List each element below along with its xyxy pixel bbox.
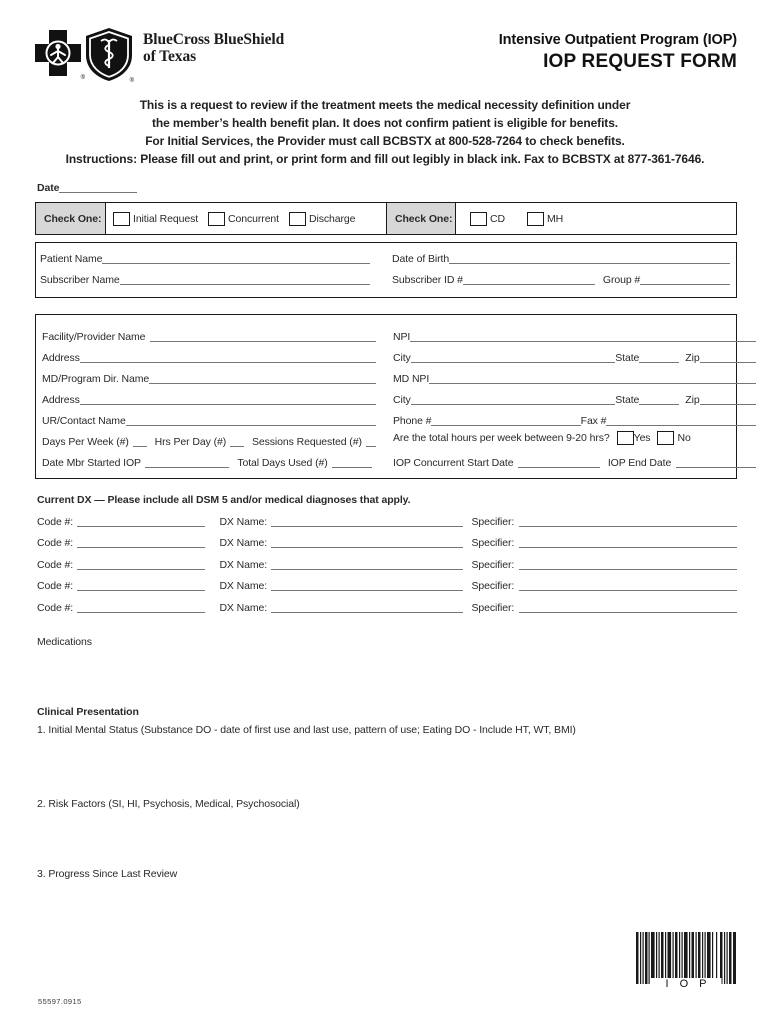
dx-name-field[interactable] xyxy=(271,579,463,591)
check-one-label: Check One: xyxy=(395,212,453,225)
md-address-field[interactable] xyxy=(80,393,376,405)
page-title: IOP REQUEST FORM xyxy=(543,51,737,72)
date-field[interactable] xyxy=(59,181,137,193)
yes-label: Yes xyxy=(633,431,651,444)
facility-address-row xyxy=(42,343,376,364)
dx-specifier-field[interactable] xyxy=(519,515,737,527)
dob-row xyxy=(392,252,730,265)
check-one-label: Check One: xyxy=(44,212,102,225)
discharge-option xyxy=(289,212,355,226)
cd-checkbox[interactable] xyxy=(470,212,487,226)
registered-mark: ® xyxy=(129,78,134,84)
brand xyxy=(33,28,284,88)
patient-name-field[interactable] xyxy=(102,252,370,264)
form-number: 55597.0915 xyxy=(38,997,82,1006)
days-hours-row xyxy=(42,427,376,448)
address-label: Address xyxy=(42,394,80,406)
date-mbr-started-label: Date Mbr Started IOP xyxy=(42,457,141,469)
dx-specifier-field[interactable] xyxy=(519,579,737,591)
city-state-zip-row xyxy=(393,343,756,364)
dx-row-3 xyxy=(37,549,737,571)
dx-name-label: DX Name: xyxy=(219,601,268,614)
md-npi-row xyxy=(393,364,756,385)
hours-question-row xyxy=(393,427,756,448)
cd-label: CD xyxy=(490,212,505,225)
facility-name-row xyxy=(42,322,376,343)
blueshield-logo-icon xyxy=(86,28,132,86)
hours-no-checkbox[interactable] xyxy=(657,431,674,445)
days-per-week-field[interactable] xyxy=(133,435,147,447)
hrs-per-day-field[interactable] xyxy=(230,435,244,447)
md-address-row xyxy=(42,385,376,406)
dx-row-5 xyxy=(37,592,737,614)
date-of-birth-label: Date of Birth xyxy=(392,253,450,265)
state-field-2[interactable] xyxy=(639,393,679,405)
group-label: Group # xyxy=(602,274,641,286)
dx-code-field[interactable] xyxy=(77,579,205,591)
md-npi-label: MD NPI xyxy=(393,373,430,385)
discharge-checkbox[interactable] xyxy=(289,212,306,226)
dx-code-field[interactable] xyxy=(77,601,205,613)
specifier-label: Specifier: xyxy=(471,537,515,549)
date-of-birth-field[interactable] xyxy=(449,252,730,264)
zip-label: Zip xyxy=(685,352,700,364)
state-label: State xyxy=(615,352,640,364)
dx-specifier-field[interactable] xyxy=(519,558,737,570)
facility-address-field[interactable] xyxy=(80,351,376,363)
no-label: No xyxy=(677,431,691,444)
npi-row xyxy=(393,322,756,343)
md-name-field[interactable] xyxy=(149,372,376,384)
intro-paragraph xyxy=(0,96,770,168)
address-label: Address xyxy=(42,352,80,364)
patient-name-row xyxy=(40,252,370,265)
npi-label: NPI xyxy=(393,331,411,343)
npi-field[interactable] xyxy=(410,330,755,342)
subscriber-name-label: Subscriber Name xyxy=(40,274,120,286)
city-field[interactable] xyxy=(411,351,616,363)
intro-line: the member’s health benefit plan. It does not confirm patient is eligible for benefits. xyxy=(151,116,619,130)
dx-row-4 xyxy=(37,571,737,593)
check-one-box xyxy=(35,202,737,235)
dx-specifier-field[interactable] xyxy=(519,536,737,548)
initial-request-checkbox[interactable] xyxy=(113,212,130,226)
days-per-week-label: Days Per Week (#) xyxy=(42,436,129,448)
brand-text xyxy=(143,28,284,65)
ur-contact-row xyxy=(42,406,376,427)
started-iop-row xyxy=(42,448,376,469)
dx-row-2 xyxy=(37,528,737,550)
md-npi-field[interactable] xyxy=(429,372,755,384)
dx-name-field[interactable] xyxy=(271,515,463,527)
subscriber-name-field[interactable] xyxy=(120,273,370,285)
dx-name-label: DX Name: xyxy=(219,537,268,549)
dx-code-field[interactable] xyxy=(77,558,205,570)
concurrent-checkbox[interactable] xyxy=(208,212,225,226)
iop-barcode xyxy=(636,932,736,990)
current-dx-heading: Current DX — Please include all DSM 5 and/or medical diagnoses that apply. xyxy=(37,494,411,506)
phone-field[interactable] xyxy=(431,414,580,426)
clinical-item-initial-mental-status: 1. Initial Mental Status (Substance DO - date of first use and last use, pattern of use; Eating DO - Include HT, WT, BMI) xyxy=(37,723,576,736)
program-title: Intensive Outpatient Program (IOP) xyxy=(498,32,737,48)
facility-left-column xyxy=(42,322,376,469)
code-label: Code #: xyxy=(37,537,74,549)
md-name-row xyxy=(42,364,376,385)
discharge-label: Discharge xyxy=(309,212,356,225)
date-mbr-started-field[interactable] xyxy=(145,456,229,468)
dx-name-field[interactable] xyxy=(271,558,463,570)
iop-dates-row xyxy=(393,448,756,469)
dx-name-label: DX Name: xyxy=(219,515,268,528)
brand-line-1: BlueCross BlueShield xyxy=(143,31,285,48)
brand-line-2: of Texas xyxy=(143,48,197,65)
dx-code-field[interactable] xyxy=(77,515,205,527)
initial-request-label: Initial Request xyxy=(133,212,199,225)
registered-mark: ® xyxy=(80,75,85,81)
iop-end-date-label: IOP End Date xyxy=(607,457,672,469)
hours-yes-checkbox[interactable] xyxy=(617,431,634,445)
sessions-requested-label: Sessions Requested (#) xyxy=(251,436,362,448)
code-label: Code #: xyxy=(37,601,74,614)
intro-line: This is a request to review if the treatment meets the medical necessity definition under xyxy=(139,98,631,112)
current-dx-section xyxy=(37,494,737,614)
barcode-text: IOP xyxy=(651,978,722,990)
mh-option xyxy=(527,212,563,226)
request-type-header-cell xyxy=(36,203,106,234)
mh-label: MH xyxy=(546,212,564,225)
phone-fax-row xyxy=(393,406,756,427)
subscriber-id-label: Subscriber ID # xyxy=(392,274,463,286)
ur-contact-field[interactable] xyxy=(126,414,376,426)
barcode-bars-icon xyxy=(636,932,736,984)
medications-label: Medications xyxy=(37,635,92,648)
group-field[interactable] xyxy=(640,273,730,285)
state-label: State xyxy=(615,394,640,406)
concurrent-label: Concurrent xyxy=(228,212,279,225)
subscriber-id-row xyxy=(392,273,730,286)
hours-question-label: Are the total hours per week between 9-20 hrs? xyxy=(393,431,610,444)
intro-line: For Initial Services, the Provider must call BCBSTX at 800-528-7264 to check benefits. xyxy=(145,134,625,148)
specifier-label: Specifier: xyxy=(471,580,515,592)
dx-specifier-field[interactable] xyxy=(519,601,737,613)
dx-row-1 xyxy=(37,506,737,528)
bluecross-logo-icon xyxy=(33,28,83,83)
dx-code-field[interactable] xyxy=(77,536,205,548)
fax-label: Fax # xyxy=(580,415,607,427)
clinical-item-risk-factors: 2. Risk Factors (SI, HI, Psychosis, Medical, Psychosocial) xyxy=(37,797,300,810)
header xyxy=(0,0,770,88)
facility-name-label: Facility/Provider Name xyxy=(42,331,146,343)
initial-request-option xyxy=(113,212,198,226)
facility-provider-box xyxy=(35,314,737,479)
mh-checkbox[interactable] xyxy=(527,212,544,226)
sessions-requested-field[interactable] xyxy=(366,435,376,447)
date-label: Date xyxy=(37,182,60,194)
program-type-options xyxy=(456,203,585,234)
city-state-zip-row-2 xyxy=(393,385,756,406)
state-field[interactable] xyxy=(639,351,679,363)
date-row xyxy=(37,178,737,194)
city-field-2[interactable] xyxy=(411,393,616,405)
specifier-label: Specifier: xyxy=(471,601,515,614)
ur-contact-label: UR/Contact Name xyxy=(42,415,126,427)
concurrent-option xyxy=(208,212,279,226)
zip-label: Zip xyxy=(685,394,700,406)
subscriber-name-row xyxy=(40,273,370,286)
iop-concurrent-start-label: IOP Concurrent Start Date xyxy=(393,457,514,469)
dx-name-field[interactable] xyxy=(271,601,463,613)
specifier-label: Specifier: xyxy=(471,558,515,571)
iop-end-date-field[interactable] xyxy=(676,456,756,468)
phone-label: Phone # xyxy=(393,415,432,427)
code-label: Code #: xyxy=(37,580,74,592)
facility-right-column xyxy=(393,322,756,469)
request-type-options xyxy=(106,203,386,234)
intro-line: Instructions: Please fill out and print, or print form and fill out legibly in black ink. Fax to BCBSTX at 877-361-7646. xyxy=(65,152,705,166)
subscriber-id-field[interactable] xyxy=(463,273,595,285)
cd-option xyxy=(470,212,505,226)
md-program-dir-label: MD/Program Dir. Name xyxy=(42,373,150,385)
zip-field-2[interactable] xyxy=(700,393,756,405)
facility-name-field[interactable] xyxy=(150,330,376,342)
zip-field[interactable] xyxy=(700,351,756,363)
city-label: City xyxy=(393,352,411,364)
patient-name-label: Patient Name xyxy=(40,253,103,265)
hrs-per-day-label: Hrs Per Day (#) xyxy=(154,436,227,448)
code-label: Code #: xyxy=(37,558,74,571)
total-days-used-label: Total Days Used (#) xyxy=(237,457,328,469)
city-label: City xyxy=(393,394,411,406)
clinical-item-progress: 3. Progress Since Last Review xyxy=(37,867,178,880)
total-days-used-field[interactable] xyxy=(332,456,372,468)
dx-name-label: DX Name: xyxy=(219,580,268,592)
code-label: Code #: xyxy=(37,515,74,528)
clinical-presentation-heading: Clinical Presentation xyxy=(37,705,139,718)
dx-name-field[interactable] xyxy=(271,536,463,548)
dx-name-label: DX Name: xyxy=(219,558,268,571)
title-block xyxy=(499,28,737,88)
iop-concurrent-start-field[interactable] xyxy=(518,456,600,468)
fax-field[interactable] xyxy=(606,414,755,426)
specifier-label: Specifier: xyxy=(471,515,515,528)
patient-info-box xyxy=(35,242,737,298)
program-type-header-cell xyxy=(386,203,456,234)
